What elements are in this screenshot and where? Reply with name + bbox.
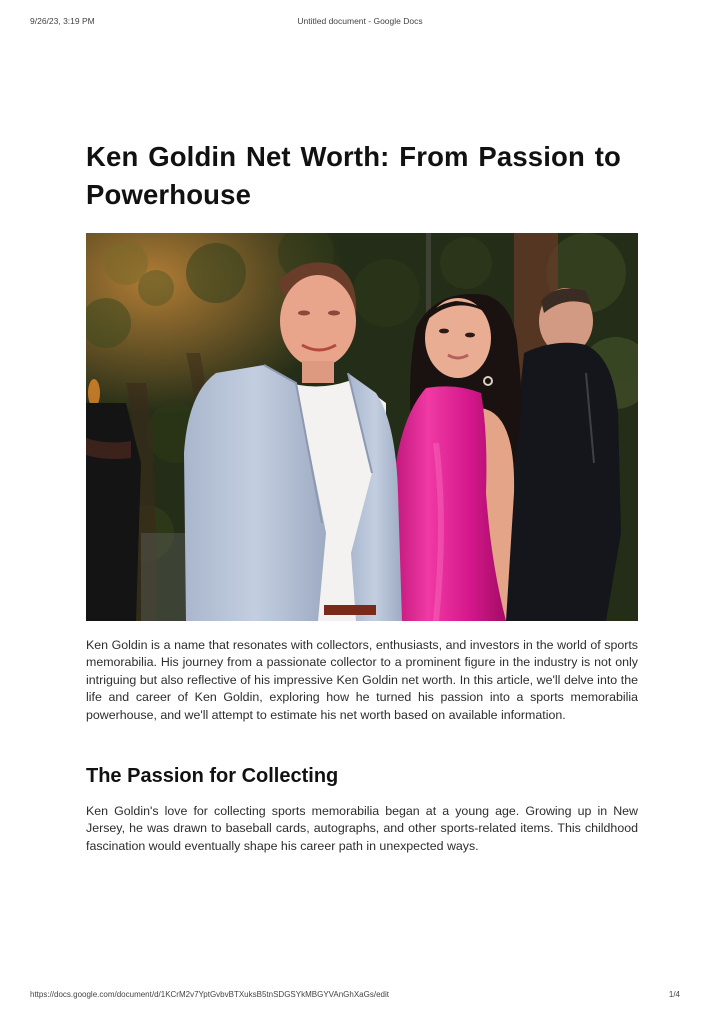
passion-paragraph: Ken Goldin's love for collecting sports memorabilia began at a young age. Growing up in New Jersey, he was drawn to baseball cards, autographs, and other sports-related items. This childhood fascination would eventually shape his career path in unexpected ways. (86, 804, 638, 853)
intro-paragraph: Ken Goldin is a name that resonates with collectors, enthusiasts, and investors in the world of sports memorabilia. His journey from a passionate collector to a prominent figure in the industry is not only intriguing but also reflective of his impressive Ken Goldin net worth. In this article, we'll delve into the life and career of Ken Goldin, exploring how he turned his passion into a sports memorabilia powerhouse, and we'll attempt to estimate his net worth based on available information. (86, 638, 638, 722)
print-footer (0, 990, 720, 1004)
hero-photo (86, 233, 638, 621)
section-heading-passion: The Passion for Collecting (86, 765, 339, 787)
document-title: Ken Goldin Net Worth: From Passion to Powerhouse (86, 141, 621, 210)
photo-illustration (86, 233, 638, 621)
print-page-title: Untitled document - Google Docs (297, 16, 423, 26)
print-header (0, 16, 720, 30)
print-datetime: 9/26/23, 3:19 PM (30, 16, 95, 26)
print-url: https://docs.google.com/document/d/1KCrM2v7YptGvbvBTXuksB5tnSDGSYkMBGYVAnGhXaGs/edit (30, 990, 389, 999)
document-body (86, 138, 638, 214)
page-indicator: 1/4 (668, 990, 680, 999)
